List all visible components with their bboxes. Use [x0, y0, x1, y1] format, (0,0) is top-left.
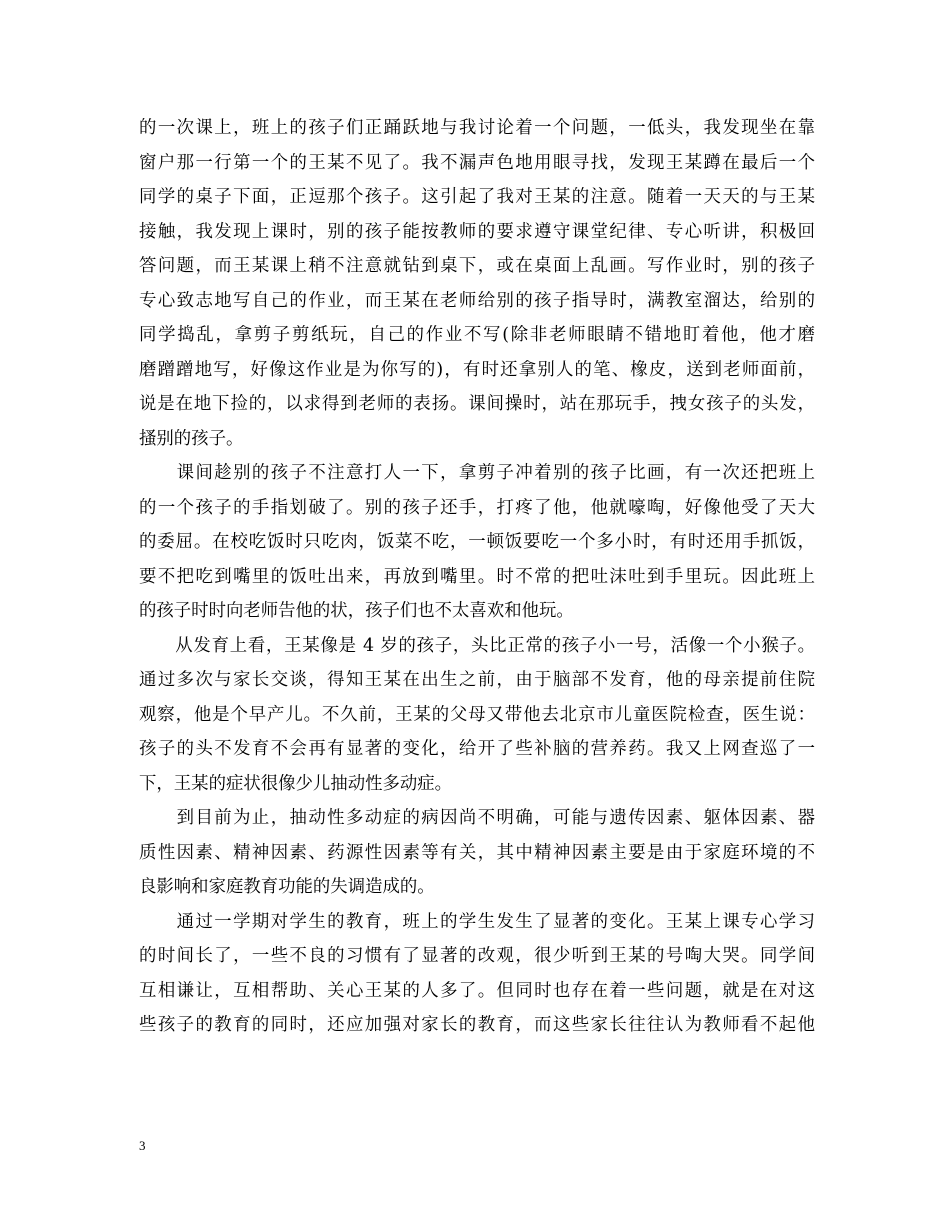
text-line: 些孩子的教育的同时，还应加强对家长的教育，而这些家长往往认为教师看不起他	[139, 1015, 815, 1035]
text-line: 的委屈。在校吃饭时只吃肉，饭菜不吃，一顿饭要吃一个多小时，有时还用手抓饭，	[139, 532, 815, 552]
text-line: 磨蹭蹭地写，好像这作业是为你写的)，有时还拿别人的笔、橡皮，送到老师面前，	[139, 359, 815, 380]
text-line: 的一个孩子的手指划破了。别的孩子还手，打疼了他，他就嚎啕，好像他受了天大	[139, 497, 815, 518]
text-line: 观察，他是个早产儿。不久前，王某的父母又带他去北京市儿童医院检查，医生说：	[139, 704, 815, 725]
text-line: 的时间长了，一些不良的习惯有了显著的改观，很少听到王某的号啕大哭。同学间	[139, 946, 815, 966]
text-line: 说是在地下捡的，以求得到老师的表扬。课间操时，站在那玩手，拽女孩子的头发，	[139, 394, 815, 414]
text-line: 通过多次与家长交谈，得知王某在出生之前，由于脑部不发育，他的母亲提前住院	[139, 670, 815, 690]
text-line: 下，王某的症状很像少儿抽动性多动症。	[139, 773, 453, 794]
body-text	[139, 111, 815, 1043]
text-line: 质性因素、精神因素、药源性因素等有关，其中精神因素主要是由于家庭环境的不	[139, 842, 815, 863]
text-line: 同学捣乱，拿剪子剪纸玩，自己的作业不写(除非老师眼睛不错地盯着他，他才磨	[139, 325, 815, 345]
text-line: 窗户那一行第一个的王某不见了。我不漏声色地用眼寻找，发现王某蹲在最后一个	[139, 152, 815, 173]
text-line: 专心致志地写自己的作业，而王某在老师给别的孩子指导时，满教室溜达，给别的	[139, 290, 815, 311]
text-line: 从发育上看，王某像是 4 岁的孩子，头比正常的孩子小一号，活像一个小猴子。	[139, 635, 815, 656]
text-line: 接触，我发现上课时，别的孩子能按教师的要求遵守课堂纪律、专心听讲，积极回	[139, 221, 815, 242]
text-line: 的孩子时时向老师告他的状，孩子们也不太喜欢和他玩。	[139, 601, 574, 621]
text-line: 通过一学期对学生的教育，班上的学生发生了显著的变化。王某上课专心学习	[139, 911, 815, 932]
text-line: 互相谦让，互相帮助、关心王某的人多了。但同时也存在着一些问题，就是在对这	[139, 980, 815, 1001]
text-line: 到目前为止，抽动性多动症的病因尚不明确，可能与遗传因素、躯体因素、器	[139, 808, 815, 828]
text-line: 同学的桌子下面，正逗那个孩子。这引起了我对王某的注意。随着一天天的与王某	[139, 187, 815, 207]
text-line: 答问题，而王某课上稍不注意就钻到桌下，或在桌面上乱画。写作业时，别的孩子	[139, 256, 815, 276]
text-line: 课间趁别的孩子不注意打人一下，拿剪子冲着别的孩子比画，有一次还把班上	[139, 463, 815, 483]
text-line: 要不把吃到嘴里的饭吐出来，再放到嘴里。时不常的把吐沫吐到手里玩。因此班上	[139, 566, 815, 587]
text-line: 良影响和家庭教育功能的失调造成的。	[139, 877, 435, 897]
text-line: 搔别的孩子。	[139, 428, 244, 449]
page-number: 3	[139, 1138, 146, 1153]
text-line: 孩子的头不发育不会再有显著的变化，给开了些补脑的营养药。我又上网查巡了一	[139, 739, 815, 759]
text-line: 的一次课上，班上的孩子们正踊跃地与我讨论着一个问题，一低头，我发现坐在靠	[139, 118, 815, 138]
